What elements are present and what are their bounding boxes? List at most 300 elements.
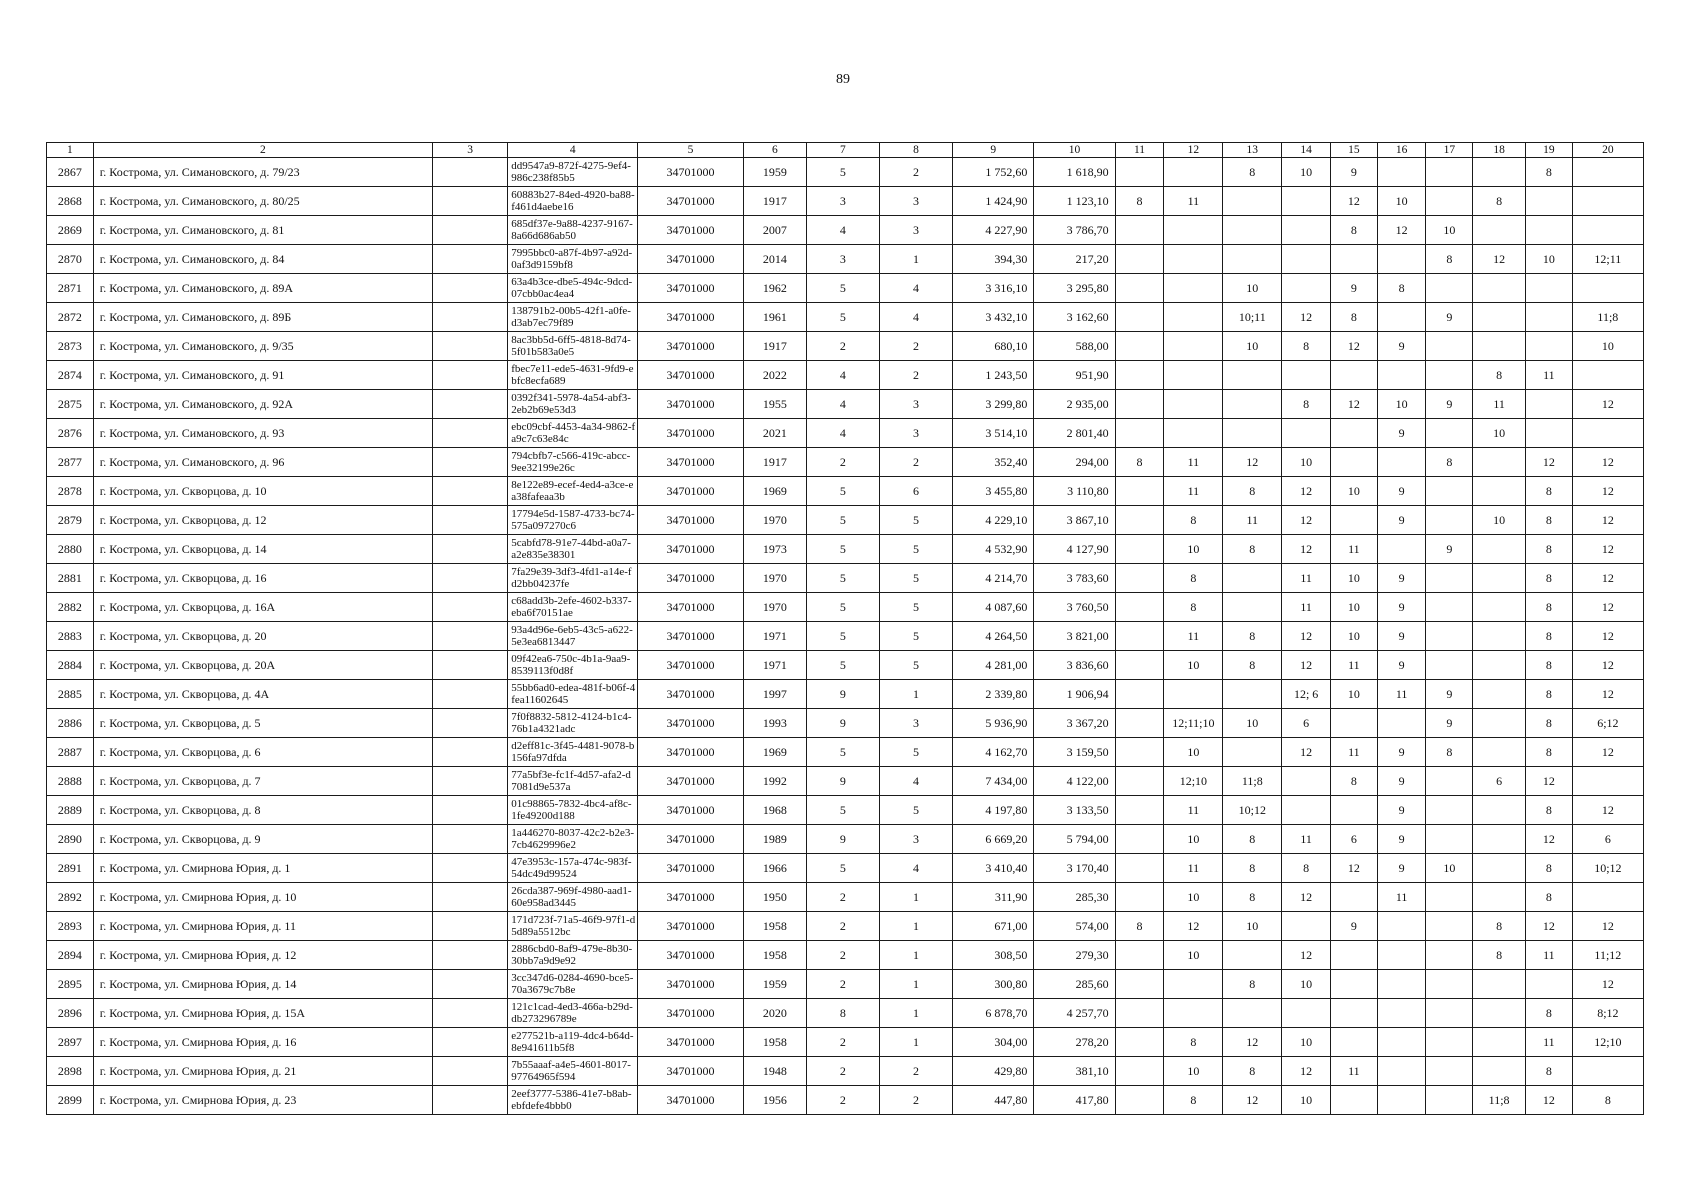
oktmo-cell: 34701000: [638, 303, 744, 332]
work-code-cell: 12: [1223, 448, 1282, 477]
work-code-cell: 8: [1526, 738, 1573, 767]
work-code-cell: 11: [1331, 651, 1378, 680]
work-code-cell: 12: [1526, 1086, 1573, 1115]
empty-cell: [433, 448, 508, 477]
entrances-cell: 1: [879, 1028, 952, 1057]
address-cell: г. Кострома, ул. Симановского, д. 92А: [93, 390, 432, 419]
total-area-cell: 6 669,20: [953, 825, 1034, 854]
row-number-cell: 2896: [47, 999, 94, 1028]
address-cell: г. Кострома, ул. Симановского, д. 93: [93, 419, 432, 448]
row-number-cell: 2897: [47, 1028, 94, 1057]
work-code-cell: 8: [1526, 535, 1573, 564]
address-cell: г. Кострома, ул. Смирнова Юрия, д. 11: [93, 912, 432, 941]
work-code-cell: [1115, 564, 1164, 593]
work-code-cell: [1473, 825, 1526, 854]
floors-cell: 2: [806, 912, 879, 941]
guid-cell: 93a4d96e-6eb5-43c5-a622-5e3ea6813447: [508, 622, 638, 651]
table-row: [47, 564, 1644, 593]
guid-cell: 1a446270-8037-42c2-b2e3-7cb4629996e2: [508, 825, 638, 854]
work-code-cell: [1331, 361, 1378, 390]
address-cell: г. Кострома, ул. Смирнова Юрия, д. 12: [93, 941, 432, 970]
year-cell: 1989: [743, 825, 806, 854]
table-row: [47, 738, 1644, 767]
work-code-cell: 10: [1377, 187, 1426, 216]
column-header: 20: [1572, 143, 1643, 158]
work-code-cell: 10: [1164, 535, 1223, 564]
work-code-cell: 10: [1331, 593, 1378, 622]
total-area-cell: 4 229,10: [953, 506, 1034, 535]
work-code-cell: 8: [1115, 912, 1164, 941]
empty-cell: [433, 361, 508, 390]
floors-cell: 9: [806, 709, 879, 738]
living-area-cell: 951,90: [1034, 361, 1115, 390]
work-code-cell: [1164, 274, 1223, 303]
work-code-cell: 6: [1572, 825, 1643, 854]
work-code-cell: [1115, 1028, 1164, 1057]
table-row: [47, 419, 1644, 448]
oktmo-cell: 34701000: [638, 854, 744, 883]
work-code-cell: [1164, 390, 1223, 419]
row-number-cell: 2883: [47, 622, 94, 651]
address-cell: г. Кострома, ул. Смирнова Юрия, д. 21: [93, 1057, 432, 1086]
table-row: [47, 535, 1644, 564]
empty-cell: [433, 941, 508, 970]
guid-cell: ebc09cbf-4453-4a34-9862-fa9c7c63e84c: [508, 419, 638, 448]
work-code-cell: 10: [1572, 332, 1643, 361]
address-cell: г. Кострома, ул. Скворцова, д. 14: [93, 535, 432, 564]
row-number-cell: 2893: [47, 912, 94, 941]
row-number-cell: 2891: [47, 854, 94, 883]
address-cell: г. Кострома, ул. Симановского, д. 89А: [93, 274, 432, 303]
work-code-cell: [1282, 187, 1331, 216]
floors-cell: 5: [806, 622, 879, 651]
work-code-cell: [1572, 158, 1643, 187]
table-row: [47, 622, 1644, 651]
empty-cell: [433, 187, 508, 216]
total-area-cell: 4 281,00: [953, 651, 1034, 680]
guid-cell: 63a4b3ce-dbe5-494c-9dcd-07cbb0ac4ea4: [508, 274, 638, 303]
row-number-cell: 2892: [47, 883, 94, 912]
empty-cell: [433, 332, 508, 361]
floors-cell: 5: [806, 506, 879, 535]
work-code-cell: 12: [1331, 390, 1378, 419]
work-code-cell: 11: [1331, 1057, 1378, 1086]
floors-cell: 9: [806, 680, 879, 709]
work-code-cell: [1426, 796, 1473, 825]
year-cell: 1955: [743, 390, 806, 419]
oktmo-cell: 34701000: [638, 680, 744, 709]
work-code-cell: [1473, 274, 1526, 303]
work-code-cell: 10: [1164, 825, 1223, 854]
living-area-cell: 285,60: [1034, 970, 1115, 999]
table-row: [47, 390, 1644, 419]
work-code-cell: [1115, 535, 1164, 564]
work-code-cell: 9: [1331, 912, 1378, 941]
row-number-cell: 2881: [47, 564, 94, 593]
work-code-cell: 8: [1526, 477, 1573, 506]
oktmo-cell: 34701000: [638, 419, 744, 448]
table-row: [47, 883, 1644, 912]
total-area-cell: 1 752,60: [953, 158, 1034, 187]
work-code-cell: [1331, 970, 1378, 999]
work-code-cell: [1223, 564, 1282, 593]
year-cell: 2022: [743, 361, 806, 390]
guid-cell: 26cda387-969f-4980-aad1-60e958ad3445: [508, 883, 638, 912]
work-code-cell: [1426, 361, 1473, 390]
address-cell: г. Кострома, ул. Смирнова Юрия, д. 1: [93, 854, 432, 883]
work-code-cell: 11: [1377, 680, 1426, 709]
work-code-cell: [1282, 912, 1331, 941]
work-code-cell: 9: [1331, 274, 1378, 303]
work-code-cell: [1164, 216, 1223, 245]
work-code-cell: 10;12: [1572, 854, 1643, 883]
work-code-cell: [1115, 883, 1164, 912]
living-area-cell: 3 821,00: [1034, 622, 1115, 651]
work-code-cell: [1526, 970, 1573, 999]
work-code-cell: 8: [1526, 564, 1573, 593]
work-code-cell: [1223, 941, 1282, 970]
work-code-cell: [1331, 419, 1378, 448]
living-area-cell: 3 760,50: [1034, 593, 1115, 622]
work-code-cell: 12: [1223, 1028, 1282, 1057]
work-code-cell: [1426, 970, 1473, 999]
total-area-cell: 7 434,00: [953, 767, 1034, 796]
work-code-cell: [1473, 999, 1526, 1028]
work-code-cell: [1426, 1028, 1473, 1057]
table-row: [47, 1057, 1644, 1086]
guid-cell: 171d723f-71a5-46f9-97f1-d5d89a5512bc: [508, 912, 638, 941]
year-cell: 1959: [743, 158, 806, 187]
work-code-cell: 10: [1164, 941, 1223, 970]
work-code-cell: 8: [1331, 216, 1378, 245]
oktmo-cell: 34701000: [638, 448, 744, 477]
floors-cell: 5: [806, 564, 879, 593]
work-code-cell: [1473, 535, 1526, 564]
row-number-cell: 2868: [47, 187, 94, 216]
work-code-cell: [1331, 1086, 1378, 1115]
oktmo-cell: 34701000: [638, 390, 744, 419]
floors-cell: 9: [806, 767, 879, 796]
table-row: [47, 796, 1644, 825]
total-area-cell: 4 087,60: [953, 593, 1034, 622]
work-code-cell: 8: [1331, 303, 1378, 332]
year-cell: 1993: [743, 709, 806, 738]
work-code-cell: 10: [1282, 970, 1331, 999]
work-code-cell: 9: [1377, 854, 1426, 883]
entrances-cell: 1: [879, 680, 952, 709]
row-number-cell: 2879: [47, 506, 94, 535]
work-code-cell: 8: [1526, 680, 1573, 709]
work-code-cell: 10: [1164, 883, 1223, 912]
work-code-cell: 12: [1572, 738, 1643, 767]
empty-cell: [433, 1086, 508, 1115]
living-area-cell: 1 618,90: [1034, 158, 1115, 187]
work-code-cell: 9: [1426, 390, 1473, 419]
guid-cell: 01c98865-7832-4bc4-af8c-1fe49200d188: [508, 796, 638, 825]
work-code-cell: 8: [1572, 1086, 1643, 1115]
work-code-cell: [1377, 941, 1426, 970]
work-code-cell: [1473, 303, 1526, 332]
floors-cell: 2: [806, 883, 879, 912]
floors-cell: 2: [806, 1086, 879, 1115]
empty-cell: [433, 477, 508, 506]
floors-cell: 5: [806, 535, 879, 564]
living-area-cell: 285,30: [1034, 883, 1115, 912]
year-cell: 1917: [743, 448, 806, 477]
table-row: [47, 709, 1644, 738]
work-code-cell: 12: [1572, 535, 1643, 564]
column-header: 10: [1034, 143, 1115, 158]
work-code-cell: 10: [1282, 1028, 1331, 1057]
work-code-cell: 9: [1377, 564, 1426, 593]
living-area-cell: 1 906,94: [1034, 680, 1115, 709]
address-cell: г. Кострома, ул. Симановского, д. 79/23: [93, 158, 432, 187]
empty-cell: [433, 883, 508, 912]
work-code-cell: [1331, 506, 1378, 535]
work-code-cell: [1426, 883, 1473, 912]
work-code-cell: [1473, 709, 1526, 738]
oktmo-cell: 34701000: [638, 796, 744, 825]
work-code-cell: 8: [1223, 535, 1282, 564]
empty-cell: [433, 854, 508, 883]
year-cell: 1973: [743, 535, 806, 564]
work-code-cell: [1526, 303, 1573, 332]
total-area-cell: 4 264,50: [953, 622, 1034, 651]
total-area-cell: 6 878,70: [953, 999, 1034, 1028]
work-code-cell: 10: [1473, 419, 1526, 448]
entrances-cell: 5: [879, 506, 952, 535]
work-code-cell: 10;11: [1223, 303, 1282, 332]
row-number-cell: 2889: [47, 796, 94, 825]
entrances-cell: 3: [879, 390, 952, 419]
guid-cell: 77a5bf3e-fc1f-4d57-afa2-d7081d9e537a: [508, 767, 638, 796]
year-cell: 1917: [743, 187, 806, 216]
work-code-cell: [1526, 390, 1573, 419]
row-number-cell: 2880: [47, 535, 94, 564]
entrances-cell: 3: [879, 825, 952, 854]
work-code-cell: 8: [1526, 796, 1573, 825]
floors-cell: 5: [806, 303, 879, 332]
empty-cell: [433, 535, 508, 564]
work-code-cell: [1331, 709, 1378, 738]
row-number-cell: 2874: [47, 361, 94, 390]
floors-cell: 2: [806, 1057, 879, 1086]
work-code-cell: 8: [1223, 970, 1282, 999]
work-code-cell: 11: [1282, 593, 1331, 622]
work-code-cell: 8: [1526, 651, 1573, 680]
living-area-cell: 3 162,60: [1034, 303, 1115, 332]
address-cell: г. Кострома, ул. Скворцова, д. 4А: [93, 680, 432, 709]
guid-cell: fbec7e11-ede5-4631-9fd9-ebfc8ecfa689: [508, 361, 638, 390]
work-code-cell: [1115, 1086, 1164, 1115]
work-code-cell: 9: [1377, 825, 1426, 854]
work-code-cell: 12: [1572, 506, 1643, 535]
work-code-cell: [1223, 419, 1282, 448]
living-area-cell: 574,00: [1034, 912, 1115, 941]
work-code-cell: [1164, 999, 1223, 1028]
floors-cell: 4: [806, 216, 879, 245]
entrances-cell: 4: [879, 303, 952, 332]
oktmo-cell: 34701000: [638, 738, 744, 767]
work-code-cell: [1115, 941, 1164, 970]
work-code-cell: 12: [1526, 825, 1573, 854]
work-code-cell: [1115, 738, 1164, 767]
guid-cell: 685df37e-9a88-4237-9167-8a66d686ab50: [508, 216, 638, 245]
work-code-cell: 8: [1223, 1057, 1282, 1086]
work-code-cell: [1331, 796, 1378, 825]
work-code-cell: 11: [1473, 390, 1526, 419]
work-code-cell: 10: [1473, 506, 1526, 535]
empty-cell: [433, 158, 508, 187]
work-code-cell: 8: [1282, 854, 1331, 883]
work-code-cell: [1331, 883, 1378, 912]
oktmo-cell: 34701000: [638, 767, 744, 796]
entrances-cell: 2: [879, 1057, 952, 1086]
empty-cell: [433, 709, 508, 738]
work-code-cell: 12: [1572, 912, 1643, 941]
oktmo-cell: 34701000: [638, 477, 744, 506]
work-code-cell: [1473, 564, 1526, 593]
entrances-cell: 5: [879, 796, 952, 825]
address-cell: г. Кострома, ул. Скворцова, д. 16А: [93, 593, 432, 622]
address-cell: г. Кострома, ул. Скворцова, д. 8: [93, 796, 432, 825]
work-code-cell: 10: [1164, 651, 1223, 680]
work-code-cell: [1473, 216, 1526, 245]
work-code-cell: 12;10: [1164, 767, 1223, 796]
work-code-cell: [1377, 912, 1426, 941]
work-code-cell: [1282, 419, 1331, 448]
living-area-cell: 3 783,60: [1034, 564, 1115, 593]
work-code-cell: 12: [1572, 593, 1643, 622]
work-code-cell: 8: [1473, 361, 1526, 390]
work-code-cell: 6: [1282, 709, 1331, 738]
work-code-cell: [1164, 419, 1223, 448]
work-code-cell: [1377, 245, 1426, 274]
total-area-cell: 2 339,80: [953, 680, 1034, 709]
work-code-cell: 8: [1526, 854, 1573, 883]
table-row: [47, 1028, 1644, 1057]
entrances-cell: 1: [879, 941, 952, 970]
work-code-cell: 11: [1223, 506, 1282, 535]
work-code-cell: 12: [1164, 912, 1223, 941]
column-header: 9: [953, 143, 1034, 158]
column-header: 8: [879, 143, 952, 158]
work-code-cell: [1473, 593, 1526, 622]
total-area-cell: 4 162,70: [953, 738, 1034, 767]
row-number-cell: 2890: [47, 825, 94, 854]
work-code-cell: [1377, 361, 1426, 390]
work-code-cell: 11: [1164, 448, 1223, 477]
work-code-cell: [1115, 216, 1164, 245]
row-number-cell: 2878: [47, 477, 94, 506]
year-cell: 1971: [743, 651, 806, 680]
living-area-cell: 3 110,80: [1034, 477, 1115, 506]
empty-cell: [433, 303, 508, 332]
oktmo-cell: 34701000: [638, 245, 744, 274]
row-number-cell: 2882: [47, 593, 94, 622]
living-area-cell: 5 794,00: [1034, 825, 1115, 854]
work-code-cell: 8: [1223, 158, 1282, 187]
work-code-cell: [1526, 419, 1573, 448]
floors-cell: 8: [806, 999, 879, 1028]
work-code-cell: 8: [1473, 941, 1526, 970]
work-code-cell: 8: [1115, 448, 1164, 477]
address-cell: г. Кострома, ул. Скворцова, д. 20А: [93, 651, 432, 680]
year-cell: 1917: [743, 332, 806, 361]
work-code-cell: 10: [1331, 564, 1378, 593]
work-code-cell: [1426, 477, 1473, 506]
living-area-cell: 3 295,80: [1034, 274, 1115, 303]
floors-cell: 5: [806, 477, 879, 506]
work-code-cell: 12: [1282, 651, 1331, 680]
total-area-cell: 1 424,90: [953, 187, 1034, 216]
work-code-cell: [1331, 999, 1378, 1028]
year-cell: 1962: [743, 274, 806, 303]
floors-cell: 2: [806, 332, 879, 361]
housing-register-table: [46, 142, 1644, 1115]
column-header: 4: [508, 143, 638, 158]
work-code-cell: [1164, 332, 1223, 361]
work-code-cell: [1426, 912, 1473, 941]
work-code-cell: [1473, 883, 1526, 912]
guid-cell: d2eff81c-3f45-4481-9078-b156fa97dfda: [508, 738, 638, 767]
table-row: [47, 216, 1644, 245]
work-code-cell: 12: [1572, 680, 1643, 709]
work-code-cell: [1164, 361, 1223, 390]
work-code-cell: [1473, 448, 1526, 477]
address-cell: г. Кострома, ул. Симановского, д. 84: [93, 245, 432, 274]
work-code-cell: [1473, 651, 1526, 680]
work-code-cell: 9: [1377, 738, 1426, 767]
row-number-cell: 2871: [47, 274, 94, 303]
work-code-cell: 12: [1572, 796, 1643, 825]
work-code-cell: [1115, 361, 1164, 390]
work-code-cell: [1377, 303, 1426, 332]
living-area-cell: 4 257,70: [1034, 999, 1115, 1028]
total-area-cell: 311,90: [953, 883, 1034, 912]
table-row: [47, 448, 1644, 477]
work-code-cell: [1473, 854, 1526, 883]
work-code-cell: 8: [1526, 622, 1573, 651]
address-cell: г. Кострома, ул. Смирнова Юрия, д. 14: [93, 970, 432, 999]
empty-cell: [433, 622, 508, 651]
work-code-cell: [1282, 999, 1331, 1028]
work-code-cell: 11: [1331, 535, 1378, 564]
row-number-cell: 2869: [47, 216, 94, 245]
floors-cell: 4: [806, 361, 879, 390]
floors-cell: 5: [806, 854, 879, 883]
page-number: 89: [836, 72, 850, 87]
work-code-cell: 12;10: [1572, 1028, 1643, 1057]
work-code-cell: 10: [1164, 738, 1223, 767]
table-row: [47, 941, 1644, 970]
work-code-cell: 12: [1331, 332, 1378, 361]
guid-cell: 121c1cad-4ed3-466a-b29d-db273296789e: [508, 999, 638, 1028]
living-area-cell: 588,00: [1034, 332, 1115, 361]
work-code-cell: 8: [1223, 477, 1282, 506]
column-header: 13: [1223, 143, 1282, 158]
table-row: [47, 332, 1644, 361]
oktmo-cell: 34701000: [638, 535, 744, 564]
work-code-cell: 8: [1526, 883, 1573, 912]
living-area-cell: 4 122,00: [1034, 767, 1115, 796]
work-code-cell: [1473, 1028, 1526, 1057]
work-code-cell: [1426, 564, 1473, 593]
total-area-cell: 4 197,80: [953, 796, 1034, 825]
total-area-cell: 4 227,90: [953, 216, 1034, 245]
guid-cell: 7f0f8832-5812-4124-b1c4-76b1a4321adc: [508, 709, 638, 738]
living-area-cell: 2 935,00: [1034, 390, 1115, 419]
